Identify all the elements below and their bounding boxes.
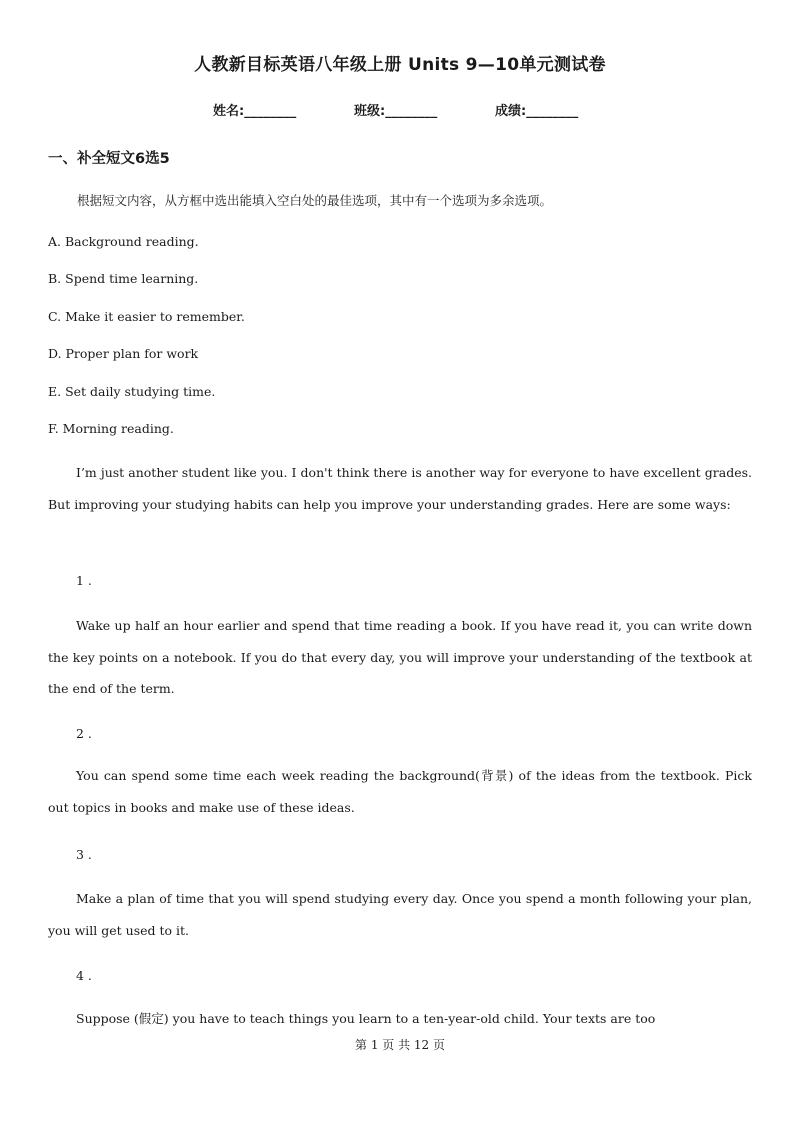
option-a: A. Background reading.	[48, 234, 199, 249]
option-c: C. Make it easier to remember.	[48, 309, 245, 324]
section-heading: 一、补全短文6选5	[48, 151, 170, 167]
blank-number-3: 3 .	[76, 847, 92, 862]
score-field: 成绩:________	[495, 104, 579, 119]
blank-number-4: 4 .	[76, 968, 92, 983]
option-e: E. Set daily studying time.	[48, 384, 216, 399]
option-d: D. Proper plan for work	[48, 346, 199, 361]
paragraph-4: Suppose (假定) you have to teach things you learn to a ten-year-old child. Your texts are too	[76, 1011, 656, 1026]
section-instruction: 根据短文内容，从方框中选出能填入空白处的最佳选项，其中有一个选项为多余选项。	[77, 193, 553, 208]
paragraph-2: You can spend some time each week reading the background(背景) of the ideas from the textbook. Pick out topics in books and make use of these ideas.	[48, 768, 752, 815]
blank-number-1: 1 .	[76, 573, 92, 588]
option-b: B. Spend time learning.	[48, 271, 199, 286]
option-f: F. Morning reading.	[48, 421, 174, 436]
intro-paragraph: I’m just another student like you. I don't think there is another way for everyone to have excellent grades. But improving your studying habits can help you improve your understanding grades. Here are some ways:	[48, 465, 752, 512]
class-field: 班级:________	[354, 104, 438, 119]
paragraph-1: Wake up half an hour earlier and spend that time reading a book. If you have read it, you can write down the key points on a notebook. If you do that every day, you will improve your understanding of the textbook at the end of the term.	[48, 618, 752, 696]
document-title: 人教新目标英语八年级上册 Units 9—10单元测试卷	[194, 55, 606, 75]
name-field: 姓名:________	[213, 104, 297, 119]
paragraph-3: Make a plan of time that you will spend studying every day. Once you spend a month following your plan, you will get used to it.	[48, 891, 752, 938]
page-footer: 第 1 页 共 12 页	[355, 1038, 445, 1052]
blank-number-2: 2 .	[76, 726, 92, 741]
